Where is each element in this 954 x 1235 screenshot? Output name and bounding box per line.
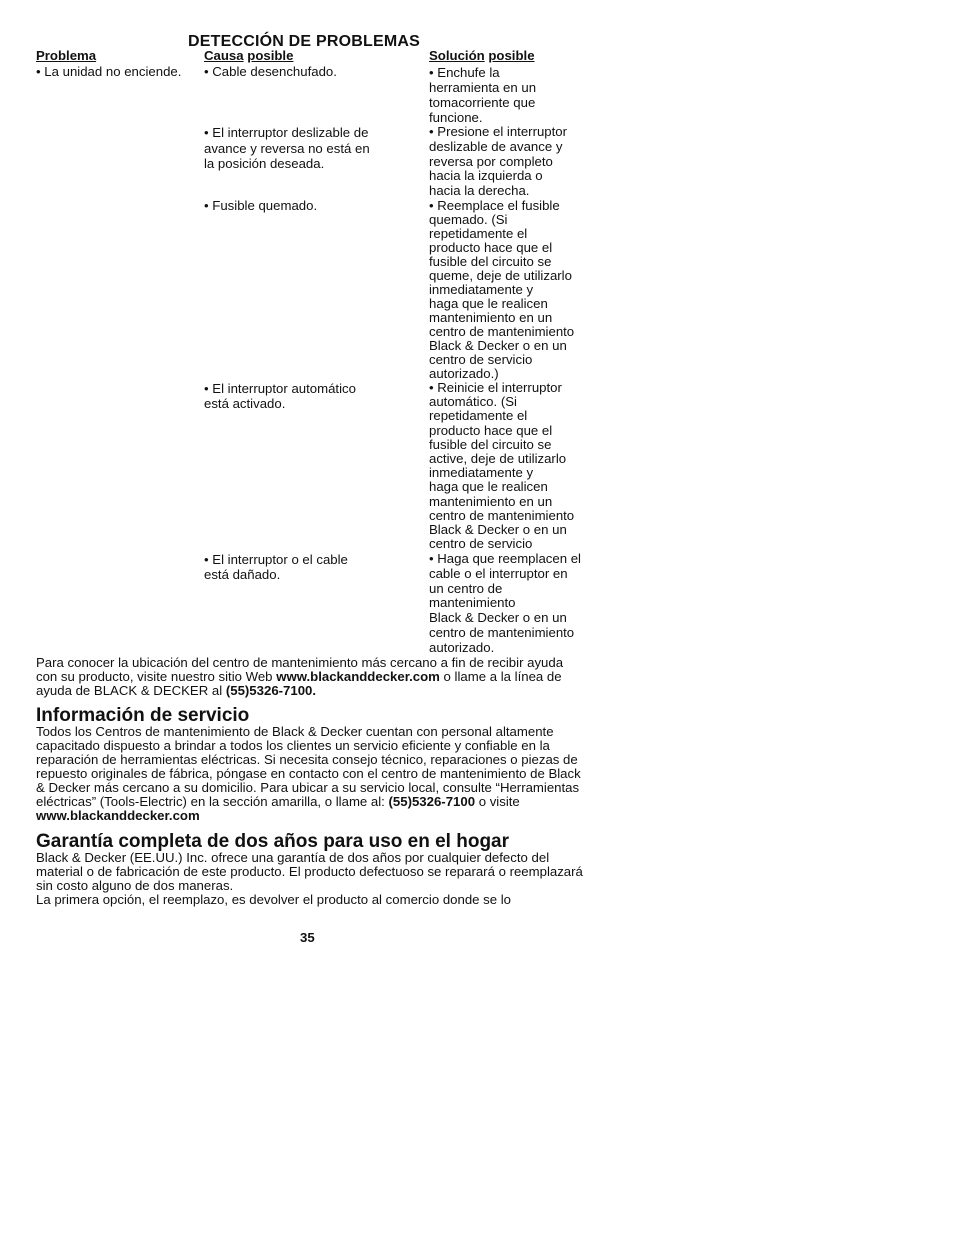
- contact-phone: (55)5326-7100.: [225, 683, 317, 698]
- contact-paragraph: [36, 656, 584, 698]
- warranty-heading: Garantía completa de dos años para uso en el hogar: [36, 831, 510, 852]
- solution-4: • Reinicie el interruptor automático. (Si repetidamente el producto hace que el fusible del circuito se active, deje de utilizarlo inmediatamente y haga que le realicen mantenimiento en un centro de mantenimiento Black & Decker o en un centro de servicio: [429, 380, 575, 552]
- troubleshooting-title: DETECCIÓN DE PROBLEMAS: [188, 33, 420, 50]
- problem-text: • La unidad no enciende.: [36, 64, 182, 79]
- solution-5: • Haga que reemplacen el cable o el interruptor en un centro de mantenimiento Black & Decker o en un centro de mantenimiento autorizado.: [429, 551, 581, 655]
- column-header-solution-word2: posible: [488, 48, 535, 63]
- warranty-paragraph-2: La primera opción, el reemplazo, es devolver el producto al comercio donde se lo: [36, 892, 512, 907]
- service-phone: (55)5326-7100: [388, 794, 476, 809]
- cause-4: • El interruptor automático está activado.: [204, 381, 356, 411]
- column-header-cause-word1: Causa: [204, 48, 244, 63]
- solution-3: • Reemplace el fusible quemado. (Si repetidamente el producto hace que el fusible del circuito se queme, deje de utilizarlo inmediatamente y haga que le realicen mantenimiento en un centro de mantenimiento Black & Decker o en un centro de servicio autorizado.): [429, 198, 575, 381]
- service-paragraph: [36, 725, 584, 823]
- cause-1: • Cable desenchufado.: [204, 64, 337, 79]
- contact-text-2: o llame a la línea de ayuda de BLACK & DECKER al: [36, 669, 562, 698]
- contact-text-1: Para conocer la ubicación del centro de mantenimiento más cercano a fin de recibir ayuda con su producto, visite nuestro sitio Web: [36, 655, 564, 684]
- cause-2: • El interruptor deslizable de avance y reversa no está en la posición deseada.: [204, 125, 370, 171]
- service-website: www.blackanddecker.com: [36, 808, 200, 823]
- column-header-solution: [429, 49, 535, 63]
- column-header-cause-word2: posible: [247, 48, 294, 63]
- service-heading: Información de servicio: [36, 705, 250, 726]
- column-header-solution-word1: Solución: [429, 48, 485, 63]
- solution-1: • Enchufe la herramienta en un tomacorriente que funcione.: [429, 65, 537, 125]
- service-body-text: Todos los Centros de mantenimiento de Black & Decker cuentan con personal altamente capacitado dispuesto a brindar a todos los clientes un servicio eficiente y confiable en la reparación de herramientas eléctricas. Si necesita consejo técnico, reparaciones o piezas de repuesto originales de fábrica, póngase en contacto con el centro de mantenimiento de Black & Decker más cercano a su domicilio. Para ubicar a su servicio local, consulte “Herramientas eléctricas” (Tools-Electric) en la sección amarilla, o llame al:: [36, 724, 581, 809]
- column-header-problem: Problema: [36, 48, 97, 63]
- solution-2: • Presione el interruptor deslizable de avance y reversa por completo hacia la izquierda o hacia la derecha.: [429, 124, 568, 199]
- service-mid-text: o visite: [475, 794, 520, 809]
- page-number: 35: [300, 930, 315, 945]
- cause-3: • Fusible quemado.: [204, 198, 318, 213]
- column-header-cause: [204, 49, 293, 63]
- cause-5: • El interruptor o el cable está dañado.: [204, 552, 348, 582]
- contact-website: www.blackanddecker.com: [276, 669, 440, 684]
- warranty-paragraph-1: Black & Decker (EE.UU.) Inc. ofrece una garantía de dos años por cualquier defecto del material o de fabricación de este producto. El producto defectuoso se reparará o reemplazará sin costo alguno de dos maneras.: [36, 850, 583, 893]
